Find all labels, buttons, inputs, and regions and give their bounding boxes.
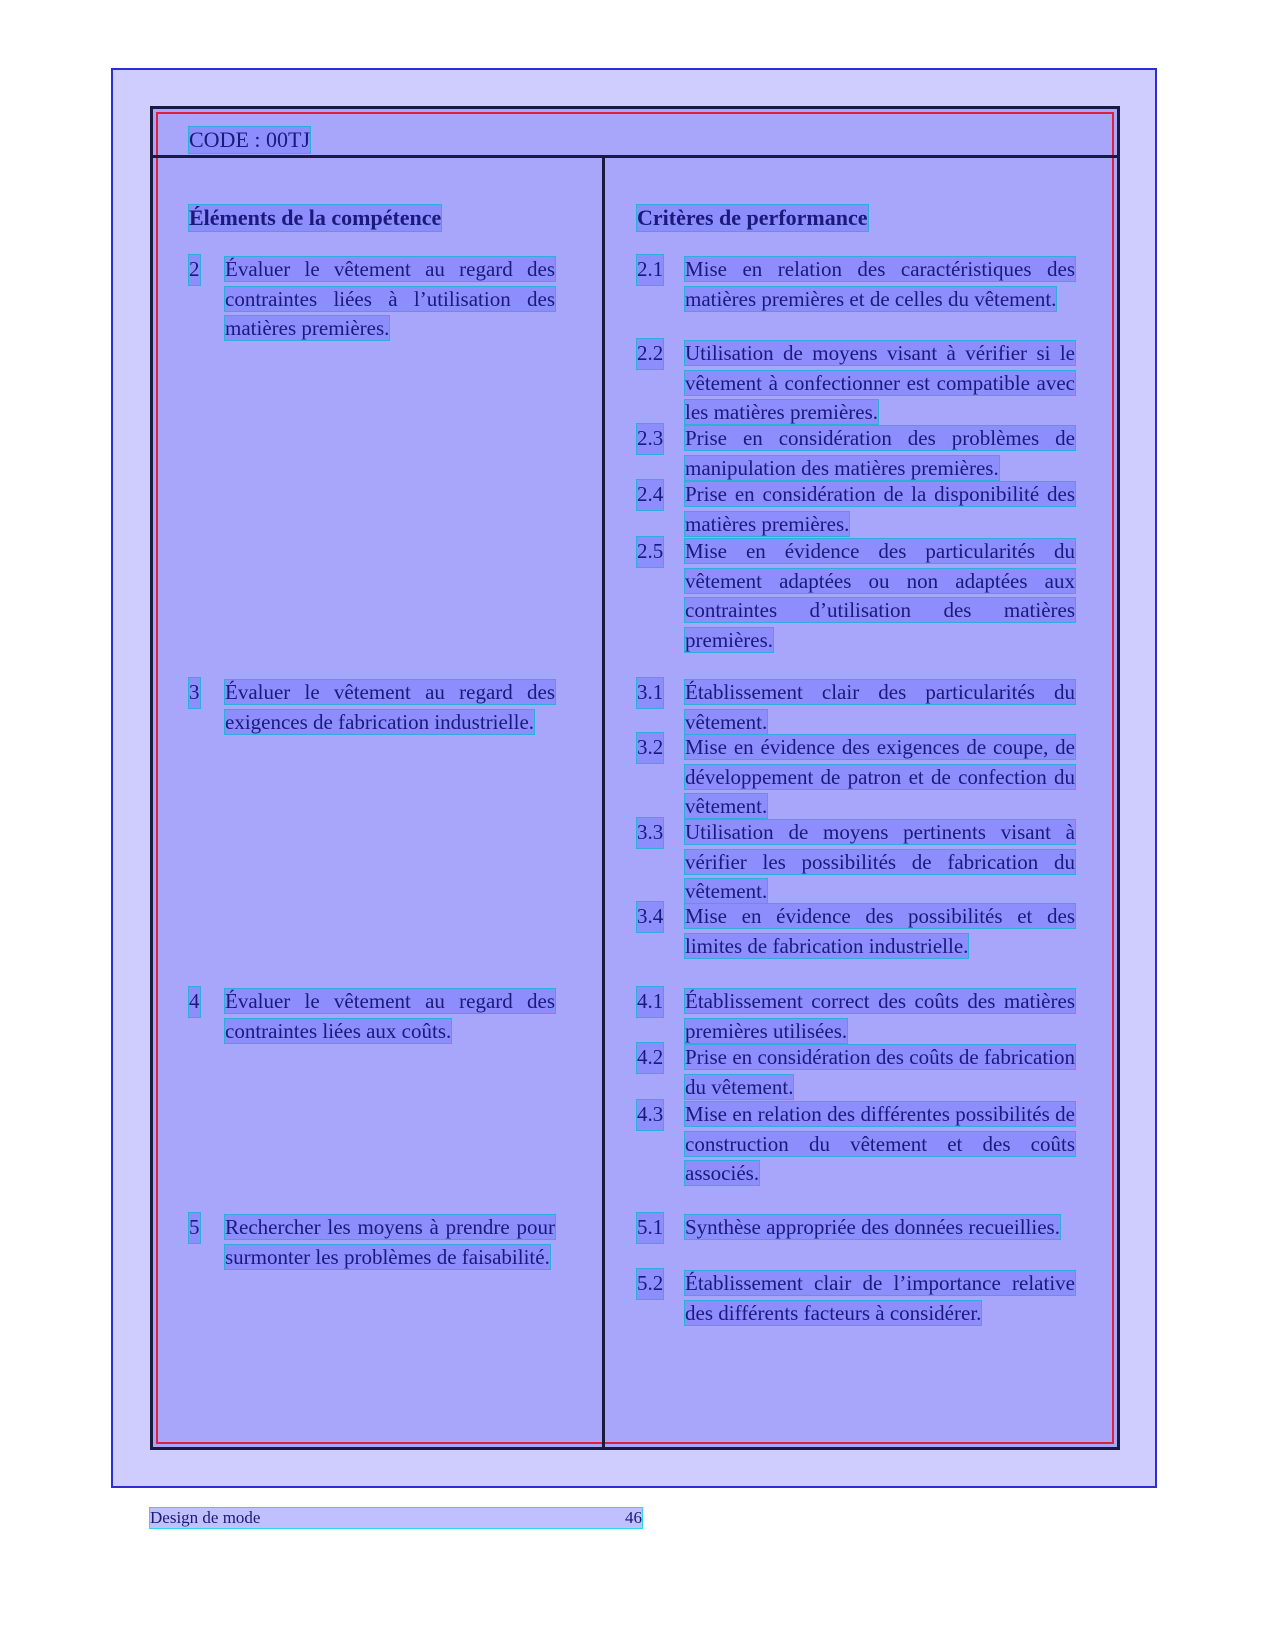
code-header-row [153,109,1117,158]
criterion-text: Prise en considération des coûts de fabrication du vêtement. [685,1045,1075,1099]
competence-table [150,106,1120,1450]
criterion-number: 3.2 [637,733,663,763]
criteria-column-header: Critères de performance [637,205,868,230]
criterion-text: Utilisation de moyens visant à vérifier si le vêtement à confectionner est compatible avec les matières premières. [685,341,1075,424]
column-divider [602,158,605,1447]
criterion-number: 3.4 [637,902,663,932]
criterion-number: 2.4 [637,480,663,510]
criterion-number: 2.1 [637,255,663,285]
criterion-number: 3.1 [637,678,663,708]
criterion-text: Mise en évidence des possibilités et des limites de fabrication industrielle. [685,904,1075,958]
criterion-number: 4.2 [637,1043,663,1073]
criterion-text: Établissement clair des particularités du vêtement. [685,680,1075,734]
criterion-number: 4.1 [637,987,663,1017]
criterion-number: 5.2 [637,1269,663,1299]
page-footer [150,1508,642,1528]
criterion-text: Utilisation de moyens pertinents visant à vérifier les possibilités de fabrication du vêtement. [685,820,1075,903]
element-text: Rechercher les moyens à prendre pour surmonter les problèmes de faisabilité. [225,1215,555,1269]
criterion-text: Mise en relation des caractéristiques des matières premières et de celles du vêtement. [685,257,1075,311]
criterion-number: 4.3 [637,1100,663,1130]
element-text: Évaluer le vêtement au regard des contraintes liées aux coûts. [225,989,555,1043]
criterion-text: Établissement correct des coûts des matières premières utilisées. [685,989,1075,1043]
element-number: 2 [189,255,200,285]
criterion-text: Établissement clair de l’importance relative des différents facteurs à considérer. [685,1271,1075,1325]
criterion-number: 2.3 [637,424,663,454]
criterion-number: 5.1 [637,1213,663,1243]
footer-title: Design de mode [150,1508,261,1527]
code-label: CODE : 00TJ [189,127,310,152]
criterion-number: 2.5 [637,537,663,567]
element-text: Évaluer le vêtement au regard des contraintes liées à l’utilisation des matières premières. [225,257,555,340]
criterion-text: Mise en évidence des exigences de coupe, de développement de patron et de confection du vêtement. [685,735,1075,818]
criterion-text: Mise en évidence des particularités du vêtement adaptées ou non adaptées aux contraintes d’utilisation des matières premières. [685,539,1075,652]
page-number: 46 [625,1508,642,1527]
element-number: 3 [189,678,200,708]
criterion-text: Prise en considération de la disponibilité des matières premières. [685,482,1075,536]
criterion-number: 3.3 [637,818,663,848]
element-number: 4 [189,987,200,1017]
element-text: Évaluer le vêtement au regard des exigences de fabrication industrielle. [225,680,555,734]
criterion-text: Mise en relation des différentes possibilités de construction du vêtement et des coûts associés. [685,1102,1075,1185]
elements-column-header: Éléments de la compétence [189,205,442,230]
criterion-text: Prise en considération des problèmes de manipulation des matières premières. [685,426,1075,480]
criterion-text: Synthèse appropriée des données recueillies. [685,1215,1060,1239]
element-number: 5 [189,1213,200,1243]
criterion-number: 2.2 [637,339,663,369]
